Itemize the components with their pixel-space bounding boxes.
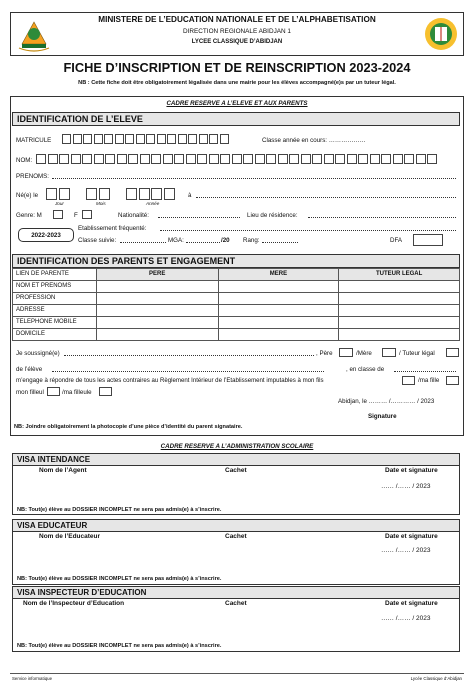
table-row [13, 305, 460, 317]
birth-day-boxes[interactable] [46, 188, 70, 200]
visa-col-name: Nom de l’Educateur [39, 533, 101, 540]
row-label: DOMICILE [13, 329, 97, 341]
mga-sur20: /20 [221, 237, 230, 244]
table-row [13, 329, 460, 341]
national-emblem-logo [14, 14, 54, 54]
reserve-eleve-title: CADRE RESERVE A L’ELEVE ET AUX PARENTS [166, 100, 308, 107]
birth-year-boxes[interactable] [126, 188, 175, 200]
cell-mere[interactable] [218, 305, 339, 317]
en-classe-field[interactable] [394, 371, 456, 372]
reserve-admin-title: CADRE RESERVE A L’ADMINISTRATION SCOLAIRE [160, 443, 314, 450]
ne-le-label: Né(e) le [16, 192, 39, 199]
ma-fille-label: /ma fille [418, 377, 440, 384]
cell-tuteur[interactable] [339, 329, 460, 341]
visa-title: VISA INSPECTEUR D’EDUCATION [13, 587, 459, 599]
genre-label: Genre: M [16, 212, 42, 219]
mga-label: MGA: [168, 237, 184, 244]
direction-title: DIRECTION REGIONALE ABIDJAN 1 [183, 28, 291, 35]
footer-left: Service informatique [12, 676, 53, 681]
col-tuteur: TUTEUR LEGAL [339, 269, 460, 281]
cell-pere[interactable] [96, 317, 218, 329]
table-row [13, 317, 460, 329]
cell-pere[interactable] [96, 329, 218, 341]
residence-label: Lieu de résidence: [247, 212, 298, 219]
visa-educateur [12, 519, 460, 585]
visa-col-cachet: Cachet [225, 467, 247, 474]
jour-caption: Jour [55, 201, 64, 206]
visa-date-field[interactable]: …… /…… / 2023 [381, 615, 431, 622]
rang-field[interactable] [262, 242, 298, 243]
en-classe-label: , en classe de [346, 366, 385, 373]
mon-filleul-label: mon filleul [16, 389, 44, 396]
dfa-box[interactable] [413, 234, 443, 246]
soussigne-label: Je soussigné(e) [16, 350, 60, 357]
genre-f-checkbox[interactable] [82, 210, 92, 219]
cell-tuteur[interactable] [339, 305, 460, 317]
visa-col-name: Nom de l’Inspecteur d’Education [23, 600, 125, 607]
prenoms-field[interactable] [52, 178, 456, 179]
signature-label: Signature [368, 413, 397, 420]
cell-pere[interactable] [96, 281, 218, 293]
lieu-naissance-label: à [188, 192, 192, 199]
pere-checkbox[interactable] [339, 348, 353, 357]
visa-date-field[interactable]: …… /…… / 2023 [381, 483, 431, 490]
matricule-boxes[interactable] [62, 134, 229, 144]
prenoms-label: PRENOMS: [16, 173, 50, 180]
lieu-naissance-field[interactable] [196, 197, 456, 198]
visa-intendance [12, 453, 460, 515]
cell-tuteur[interactable] [339, 293, 460, 305]
table-row [13, 281, 460, 293]
de-eleve-label: de l’élève [16, 366, 43, 373]
engage-text: m’engage à répondre de tous les actes contraires au Règlement Intérieur de l’Etablissement imputables à mon fils [16, 377, 324, 384]
visa-col-name: Nom de l’Agent [39, 467, 87, 474]
visa-nb: NB: Tout(e) élève au DOSSIER INCOMPLET ne sera pas admis(e) à s’inscrire. [17, 507, 222, 513]
de-eleve-field[interactable] [52, 371, 324, 372]
nom-label: NOM: [16, 157, 33, 164]
birth-month-boxes[interactable] [86, 188, 110, 200]
visa-nb: NB: Tout(e) élève au DOSSIER INCOMPLET ne sera pas admis(e) à s’inscrire. [17, 576, 222, 582]
matricule-label: MATRICULE [16, 137, 52, 144]
genre-f-label: F [74, 212, 78, 219]
nb-top: NB : Cette fiche doit être obligatoirement légalisée dans une mairie pour les élèves accompagné(e)s par un tuteur légal. [78, 80, 396, 86]
visa-col-date: Date et signature [385, 600, 438, 607]
nationalite-field[interactable] [158, 217, 240, 218]
tuteur-label: / Tuteur légal [399, 350, 435, 357]
nom-boxes[interactable] [36, 154, 437, 164]
cell-tuteur[interactable] [339, 281, 460, 293]
cell-mere[interactable] [218, 317, 339, 329]
ministry-logo [422, 15, 460, 53]
visa-date-field[interactable]: …… /…… / 2023 [381, 547, 431, 554]
ma-filleule-label: /ma filleule [62, 389, 92, 396]
cell-pere[interactable] [96, 305, 218, 317]
ministry-title: MINISTERE DE L’EDUCATION NATIONALE ET DE L’ALPHABETISATION [98, 15, 376, 24]
visa-col-date: Date et signature [385, 467, 438, 474]
etablissement-field[interactable] [160, 230, 456, 231]
cell-mere[interactable] [218, 293, 339, 305]
visa-inspecteur [12, 586, 460, 652]
school-title: LYCEE CLASSIQUE D’ABIDJAN [191, 39, 283, 45]
parents-header-row [13, 269, 460, 281]
row-label: NOM ET PRENOMS [13, 281, 97, 293]
footer-rule [10, 673, 464, 674]
visa-title: VISA INTENDANCE [13, 454, 459, 466]
annee-caption: Année [146, 201, 160, 206]
table-row [13, 293, 460, 305]
filleule-checkbox[interactable] [99, 387, 112, 396]
engagement-nb: NB: Joindre obligatoirement la photocopie d’une pièce d’identité du parent signataire. [14, 424, 243, 430]
etablissement-label: Etablissement fréquenté: [78, 225, 147, 232]
col-mere: MERE [218, 269, 339, 281]
visa-col-cachet: Cachet [225, 600, 247, 607]
mere-label: /Mère [356, 350, 372, 357]
page-title: FICHE D’INSCRIPTION ET DE REINSCRIPTION 2023-2024 [63, 60, 411, 75]
mga-field[interactable] [186, 242, 220, 243]
visa-col-cachet: Cachet [225, 533, 247, 540]
row-label: TELEPHONE MOBILE [13, 317, 97, 329]
eleve-heading: IDENTIFICATION DE L’ELEVE [12, 112, 460, 126]
genre-m-checkbox[interactable] [53, 210, 63, 219]
parents-heading: IDENTIFICATION DES PARENTS ET ENGAGEMENT [12, 254, 460, 268]
filleul-checkbox[interactable] [47, 387, 60, 396]
nationalite-label: Nationalité: [118, 212, 149, 219]
mere-checkbox[interactable] [382, 348, 396, 357]
col-pere: PERE [96, 269, 218, 281]
cell-pere[interactable] [96, 293, 218, 305]
classe-suivie-label: Classe suivie: [78, 237, 117, 244]
col-lien: LIEN DE PARENTE [13, 269, 97, 281]
cell-mere[interactable] [218, 281, 339, 293]
footer-right: Lycée Classique d’Abidjan [410, 676, 462, 681]
visa-nb: NB: Tout(e) élève au DOSSIER INCOMPLET ne sera pas admis(e) à s’inscrire. [17, 643, 222, 649]
cell-mere[interactable] [218, 329, 339, 341]
parents-table [12, 268, 460, 341]
classe-suivie-field[interactable] [120, 242, 166, 243]
rang-label: Rang: [243, 237, 260, 244]
soussigne-field[interactable] [64, 355, 314, 356]
row-label: PROFESSION [13, 293, 97, 305]
residence-field[interactable] [308, 217, 456, 218]
visa-col-date: Date et signature [385, 533, 438, 540]
row-label: ADRESSE [13, 305, 97, 317]
dfa-label: DFA [390, 237, 403, 244]
pere-label: , Père [316, 350, 333, 357]
year-badge: 2022-2023 [18, 228, 74, 242]
fille-checkbox[interactable] [446, 376, 459, 385]
tuteur-checkbox[interactable] [446, 348, 459, 357]
cell-tuteur[interactable] [339, 317, 460, 329]
mois-caption: Mois [96, 201, 106, 206]
fils-checkbox[interactable] [402, 376, 415, 385]
classe-annee-field[interactable]: Classe année en cours: ……………… [262, 137, 366, 144]
visa-title: VISA EDUCATEUR [13, 520, 459, 532]
engagement-date[interactable]: Abidjan, le ……… /………… / 2023 [338, 398, 435, 405]
